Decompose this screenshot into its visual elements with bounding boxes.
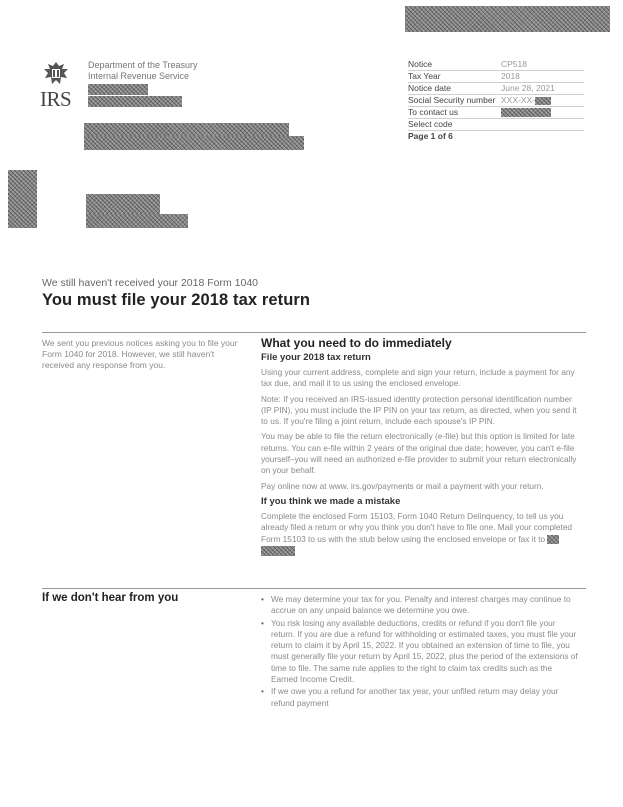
notice-row-value bbox=[501, 131, 584, 143]
notice-row-label: To contact us bbox=[408, 107, 501, 119]
notice-row bbox=[408, 119, 584, 131]
agency-line-2: Internal Revenue Service bbox=[88, 71, 190, 81]
list-item: • If we owe you a refund for another tax year, your unfiled return may delay your refund payment bbox=[261, 686, 579, 709]
notice-row bbox=[408, 83, 584, 95]
list-item: • We may determine your tax for you. Penalty and interest charges may continue to accrue on any unpaid balance we determine you owe. bbox=[261, 594, 579, 617]
agency-line-1: Department of the Treasury bbox=[88, 60, 198, 70]
redacted-fax-number bbox=[547, 535, 559, 544]
notice-row-label: Notice date bbox=[408, 83, 501, 95]
redacted-agency-address-1 bbox=[88, 84, 148, 95]
section-what-paragraph: You may be able to file the return electronically (e-file) but this option is limited for late returns. You can e-file within 2 years of the original due date; however, you can't e-file yourself–you will need an authorized e-file provider to submit your return electronically on your behalf. bbox=[261, 431, 577, 476]
right-column bbox=[261, 336, 581, 560]
notice-row-value: June 28, 2021 bbox=[501, 83, 584, 95]
notice-row bbox=[408, 71, 584, 83]
left-intro-text: We sent you previous notices asking you to file your Form 1040 for 2018. However, we still haven't received any response from you. bbox=[42, 338, 238, 370]
notice-row-value: 2018 bbox=[501, 71, 584, 83]
section-mistake-text: Complete the enclosed Form 15103, Form 1040 Return Delinquency, to tell us you already filed a return or why you think you don't have to file one. Mail your completed Form 15103 to us with the stub below using the enclosed envelope or fax it to bbox=[261, 510, 573, 544]
consequences-list bbox=[261, 594, 579, 710]
redacted-top-right bbox=[405, 6, 610, 32]
section-dont-hear-heading: If we don't hear from you bbox=[42, 592, 179, 604]
redacted-recipient-2 bbox=[86, 214, 188, 228]
sub-heading: We still haven't received your 2018 Form 1040 bbox=[42, 277, 259, 289]
section-what-heading: What you need to do immediately bbox=[261, 336, 452, 350]
notice-row-label: Select code bbox=[408, 119, 501, 131]
notice-row-value bbox=[501, 119, 584, 131]
divider bbox=[42, 588, 586, 589]
notice-row bbox=[408, 59, 584, 71]
notice-row-value: CP518 bbox=[501, 59, 584, 71]
divider bbox=[42, 332, 586, 333]
notice-row-label: Social Security number bbox=[408, 95, 501, 107]
section-what-subheading: File your 2018 tax return bbox=[261, 352, 371, 363]
notice-row-label: Notice bbox=[408, 59, 501, 71]
redacted-recipient-1 bbox=[86, 194, 160, 214]
redacted-barcode bbox=[8, 170, 37, 228]
notice-row bbox=[408, 95, 584, 107]
notice-row-value: XXX-XX- bbox=[501, 95, 536, 105]
irs-logo bbox=[40, 60, 76, 109]
section-what-paragraph: Note: If you received an IRS-issued identity protection personal identification number (IP PIN), you must include the IP PIN on your tax return, as directed, when you send it to us. If you're filing a joint return, include each spouse's IP PIN. bbox=[261, 393, 577, 427]
notice-row bbox=[408, 131, 584, 143]
redacted-fax-number-2 bbox=[261, 546, 295, 556]
redacted-ssn bbox=[535, 97, 551, 105]
page-title: You must file your 2018 tax return bbox=[42, 291, 311, 309]
notice-info-table bbox=[408, 59, 584, 142]
redacted-agency-address-2 bbox=[88, 96, 182, 107]
section-what-paragraph: Pay online now at www. irs.gov/payments or mail a payment with your return. bbox=[261, 480, 544, 491]
section-mistake-paragraph bbox=[261, 511, 581, 556]
redacted-phone bbox=[501, 108, 551, 117]
notice-row-label: Tax Year bbox=[408, 71, 501, 83]
section-what-paragraph: Using your current address, complete and sign your return, include a payment for any tax due, and mail it to us using the enclosed envelope. bbox=[261, 367, 575, 389]
irs-logo-text: IRS bbox=[40, 87, 72, 111]
agency-name bbox=[88, 60, 198, 82]
notice-row bbox=[408, 107, 584, 119]
redacted-address-block-1 bbox=[84, 123, 289, 136]
page-indicator: Page 1 of 6 bbox=[408, 131, 453, 141]
list-item: • You risk losing any available deductions, credits or refund if you don't file your return. If you are due a refund for withholding or estimated taxes, you must file your return to claim it by April 15, 2022. If you obtained an extension of time to file, you must generally file your return by April 15, 2022, plus the period of the extensions of time to file. The same rule applies to the right to claim tax credits such as the Earned Income Credit. bbox=[261, 618, 579, 686]
eagle-emblem-icon bbox=[40, 60, 72, 88]
redacted-address-block-2 bbox=[84, 136, 304, 150]
section-mistake-heading: If you think we made a mistake bbox=[261, 495, 401, 507]
